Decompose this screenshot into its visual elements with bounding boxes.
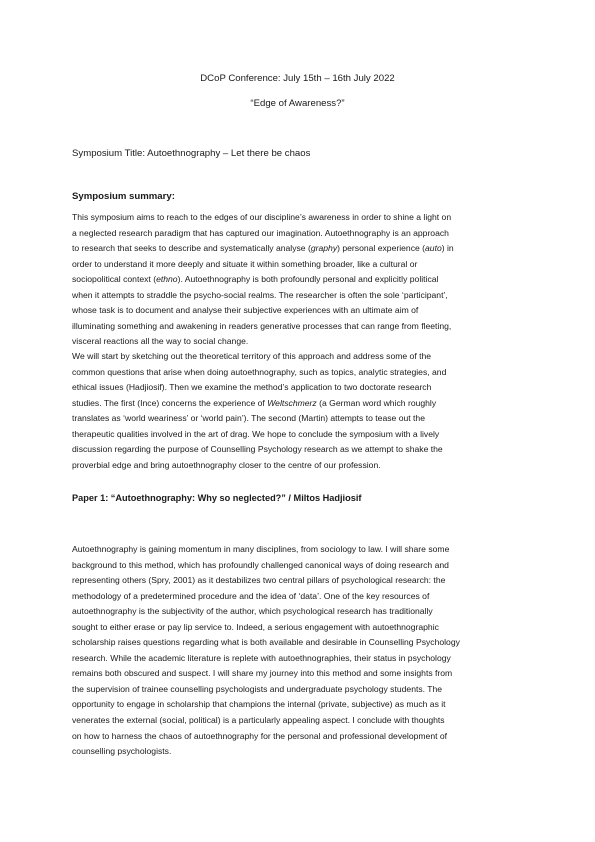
text-segment: studies. The first (Ince) concerns the experience of	[72, 397, 268, 408]
text-line: We will start by sketching out the theoretical territory of this approach and address some of the	[72, 351, 432, 361]
text-line: when it attempts to straddle the psycho-social realms. The researcher is often the sole ‘participant’,	[72, 289, 448, 300]
text-line: on how to harness the chaos of autoethnography for the personal and professional development of	[72, 730, 448, 741]
text-segment: ). Autoethnography is both profoundly personal and explicitly political	[177, 274, 439, 285]
text-line: the supervision of trainee counselling psychologists and undergraduate psychology students. The	[72, 683, 443, 694]
text-line: scholarship raises questions regarding what is both available and desirable in Counselling Psychology	[72, 637, 460, 648]
text-line: representing others (Spry, 2001) as it destabilizes two central pillars of psychological research: the	[72, 575, 446, 586]
italic-term: ethno	[156, 274, 178, 285]
text-line	[72, 241, 527, 257]
italic-term: graphy	[310, 243, 338, 254]
text-line: This symposium aims to reach to the edges of our discipline’s awareness in order to shine a light on	[72, 212, 452, 222]
text-line: order to understand it more deeply and situate it within something broader, like a cultural or	[72, 258, 418, 269]
text-line: illuminating something and awakening in readers generative processes that can range from fleeting,	[72, 320, 452, 331]
text-line: methodology of a predetermined procedure and the idea of ‘data’. One of the key resources of	[72, 590, 430, 601]
text-segment: (a German word which roughly	[316, 397, 437, 408]
text-line: common questions that arise when doing autoethnography, such as topics, analytic strategies, and	[72, 366, 447, 377]
text-segment: sociopolitical context (	[72, 274, 157, 285]
italic-term: Weltschmerz	[267, 397, 317, 408]
text-segment: ) personal experience (	[337, 243, 426, 254]
text-line: ethical issues (Hadjiosif). Then we examine the method’s application to two doctorate research	[72, 382, 432, 393]
paper-1-heading: Paper 1: “Autoethnography: Why so neglected?” / Miltos Hadjiosif	[72, 493, 362, 503]
paper-1-abstract	[72, 542, 527, 760]
text-line: proverbial edge and bring autoethnography closer to the centre of our profession.	[72, 459, 381, 470]
conference-line: DCoP Conference: July 15th – 16th July 2022	[200, 73, 395, 84]
summary-heading: Symposium summary:	[72, 191, 175, 202]
text-line: opportunity to engage in scholarship that champions the internal (private, subjective) as much as it	[72, 699, 446, 710]
text-segment: ) in	[441, 243, 454, 254]
summary-paragraph-2	[72, 349, 527, 473]
summary-paragraph-1	[72, 210, 527, 350]
text-line: a neglected research paradigm that has captured our imagination. Autoethnography is an approach	[72, 227, 449, 238]
symposium-title: Symposium Title: Autoethnography – Let there be chaos	[72, 148, 311, 159]
text-line: discussion regarding the purpose of Counselling Psychology research as we attempt to shake the	[72, 444, 443, 455]
text-line: whose task is to document and analyse their subjective experiences with an ultimate aim of	[72, 305, 419, 316]
text-segment: to research that seeks to describe and systematically analyse (	[72, 243, 311, 254]
text-line: remains both obscured and suspect. I will share my journey into this method and some insights from	[72, 668, 453, 679]
text-line: visceral reactions all the way to social change.	[72, 336, 249, 347]
text-line: research. While the academic literature is replete with autoethnographies, their status in psychology	[72, 652, 451, 663]
text-line: therapeutic qualities involved in the art of drag. We hope to conclude the symposium with a lively	[72, 428, 440, 439]
text-line: Autoethnography is gaining momentum in many disciplines, from sociology to law. I will share some	[72, 544, 450, 554]
text-line: translates as ‘world weariness’ or ‘world pain’). The second (Martin) attempts to tease out the	[72, 413, 425, 424]
text-line: venerates the external (social, political) is a particularly appealing aspect. I conclude with thoughts	[72, 715, 445, 726]
text-line	[72, 272, 527, 288]
text-line: background to this method, which has profoundly challenged canonical ways of doing research and	[72, 559, 449, 570]
text-line: autoethnography is the subjectivity of the author, which psychological research has traditionally	[72, 606, 433, 617]
italic-term: auto	[425, 243, 442, 254]
text-line	[72, 396, 527, 412]
text-line: counselling psychologists.	[72, 746, 172, 757]
text-line: sought to either erase or pay lip service to. Indeed, a serious engagement with autoethnographic	[72, 621, 439, 632]
conference-theme: “Edge of Awareness?”	[250, 98, 345, 109]
